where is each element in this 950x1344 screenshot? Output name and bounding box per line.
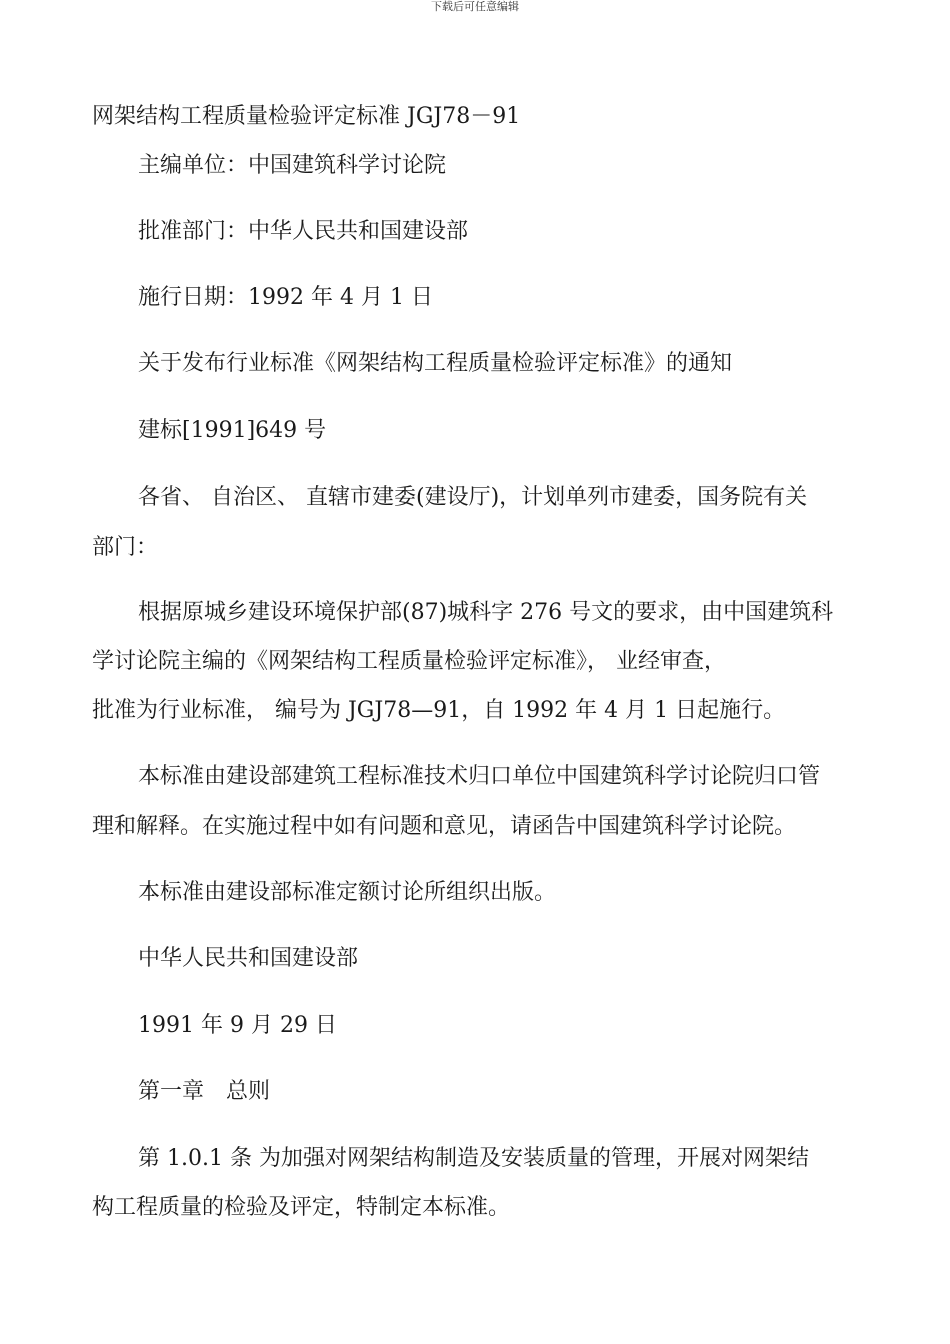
para1-line-1: 根据原城乡建设环境保护部(87)城科字 276 号文的要求，由中国建筑科	[138, 600, 834, 625]
para2-line-1: 本标准由建设部建筑工程标准技术归口单位中国建筑科学讨论院归口管	[138, 764, 821, 789]
document-title: 网架结构工程质量检验评定标准 JGJ78－91	[92, 104, 521, 129]
signature: 中华人民共和国建设部	[138, 946, 359, 971]
notice-number: 建标[1991]649 号	[138, 418, 327, 443]
para3: 本标准由建设部标准定额讨论所组织出版。	[138, 880, 557, 905]
notice-title: 关于发布行业标准《网架结构工程质量检验评定标准》的通知	[138, 351, 733, 376]
addressee-line-2: 部门：	[92, 535, 159, 560]
editor-unit: 主编单位：中国建筑科学讨论院	[138, 153, 447, 178]
para1-line-3: 批准为行业标准， 编号为 JGJ78—91，自 1992 年 4 月 1 日起施行。	[92, 698, 786, 723]
article-line-2: 构工程质量的检验及评定，特制定本标准。	[92, 1195, 511, 1220]
effective-date: 施行日期：1992 年 4 月 1 日	[138, 285, 433, 310]
header-note: 下载后可任意编辑	[431, 0, 519, 13]
article-line-1: 第 1.0.1 条 为加强对网架结构制造及安装质量的管理，开展对网架结	[138, 1146, 809, 1171]
para2-line-2: 理和解释。在实施过程中如有问题和意见，请函告中国建筑科学讨论院。	[92, 814, 797, 839]
addressee-line-1: 各省、 自治区、 直辖市建委(建设厅)，计划单列市建委，国务院有关	[138, 485, 808, 510]
approving-department: 批准部门：中华人民共和国建设部	[138, 219, 469, 244]
chapter-heading: 第一章 总则	[138, 1079, 271, 1104]
sign-date: 1991 年 9 月 29 日	[138, 1013, 337, 1038]
para1-line-2: 学讨论院主编的《网架结构工程质量检验评定标准》， 业经审查，	[92, 649, 726, 674]
